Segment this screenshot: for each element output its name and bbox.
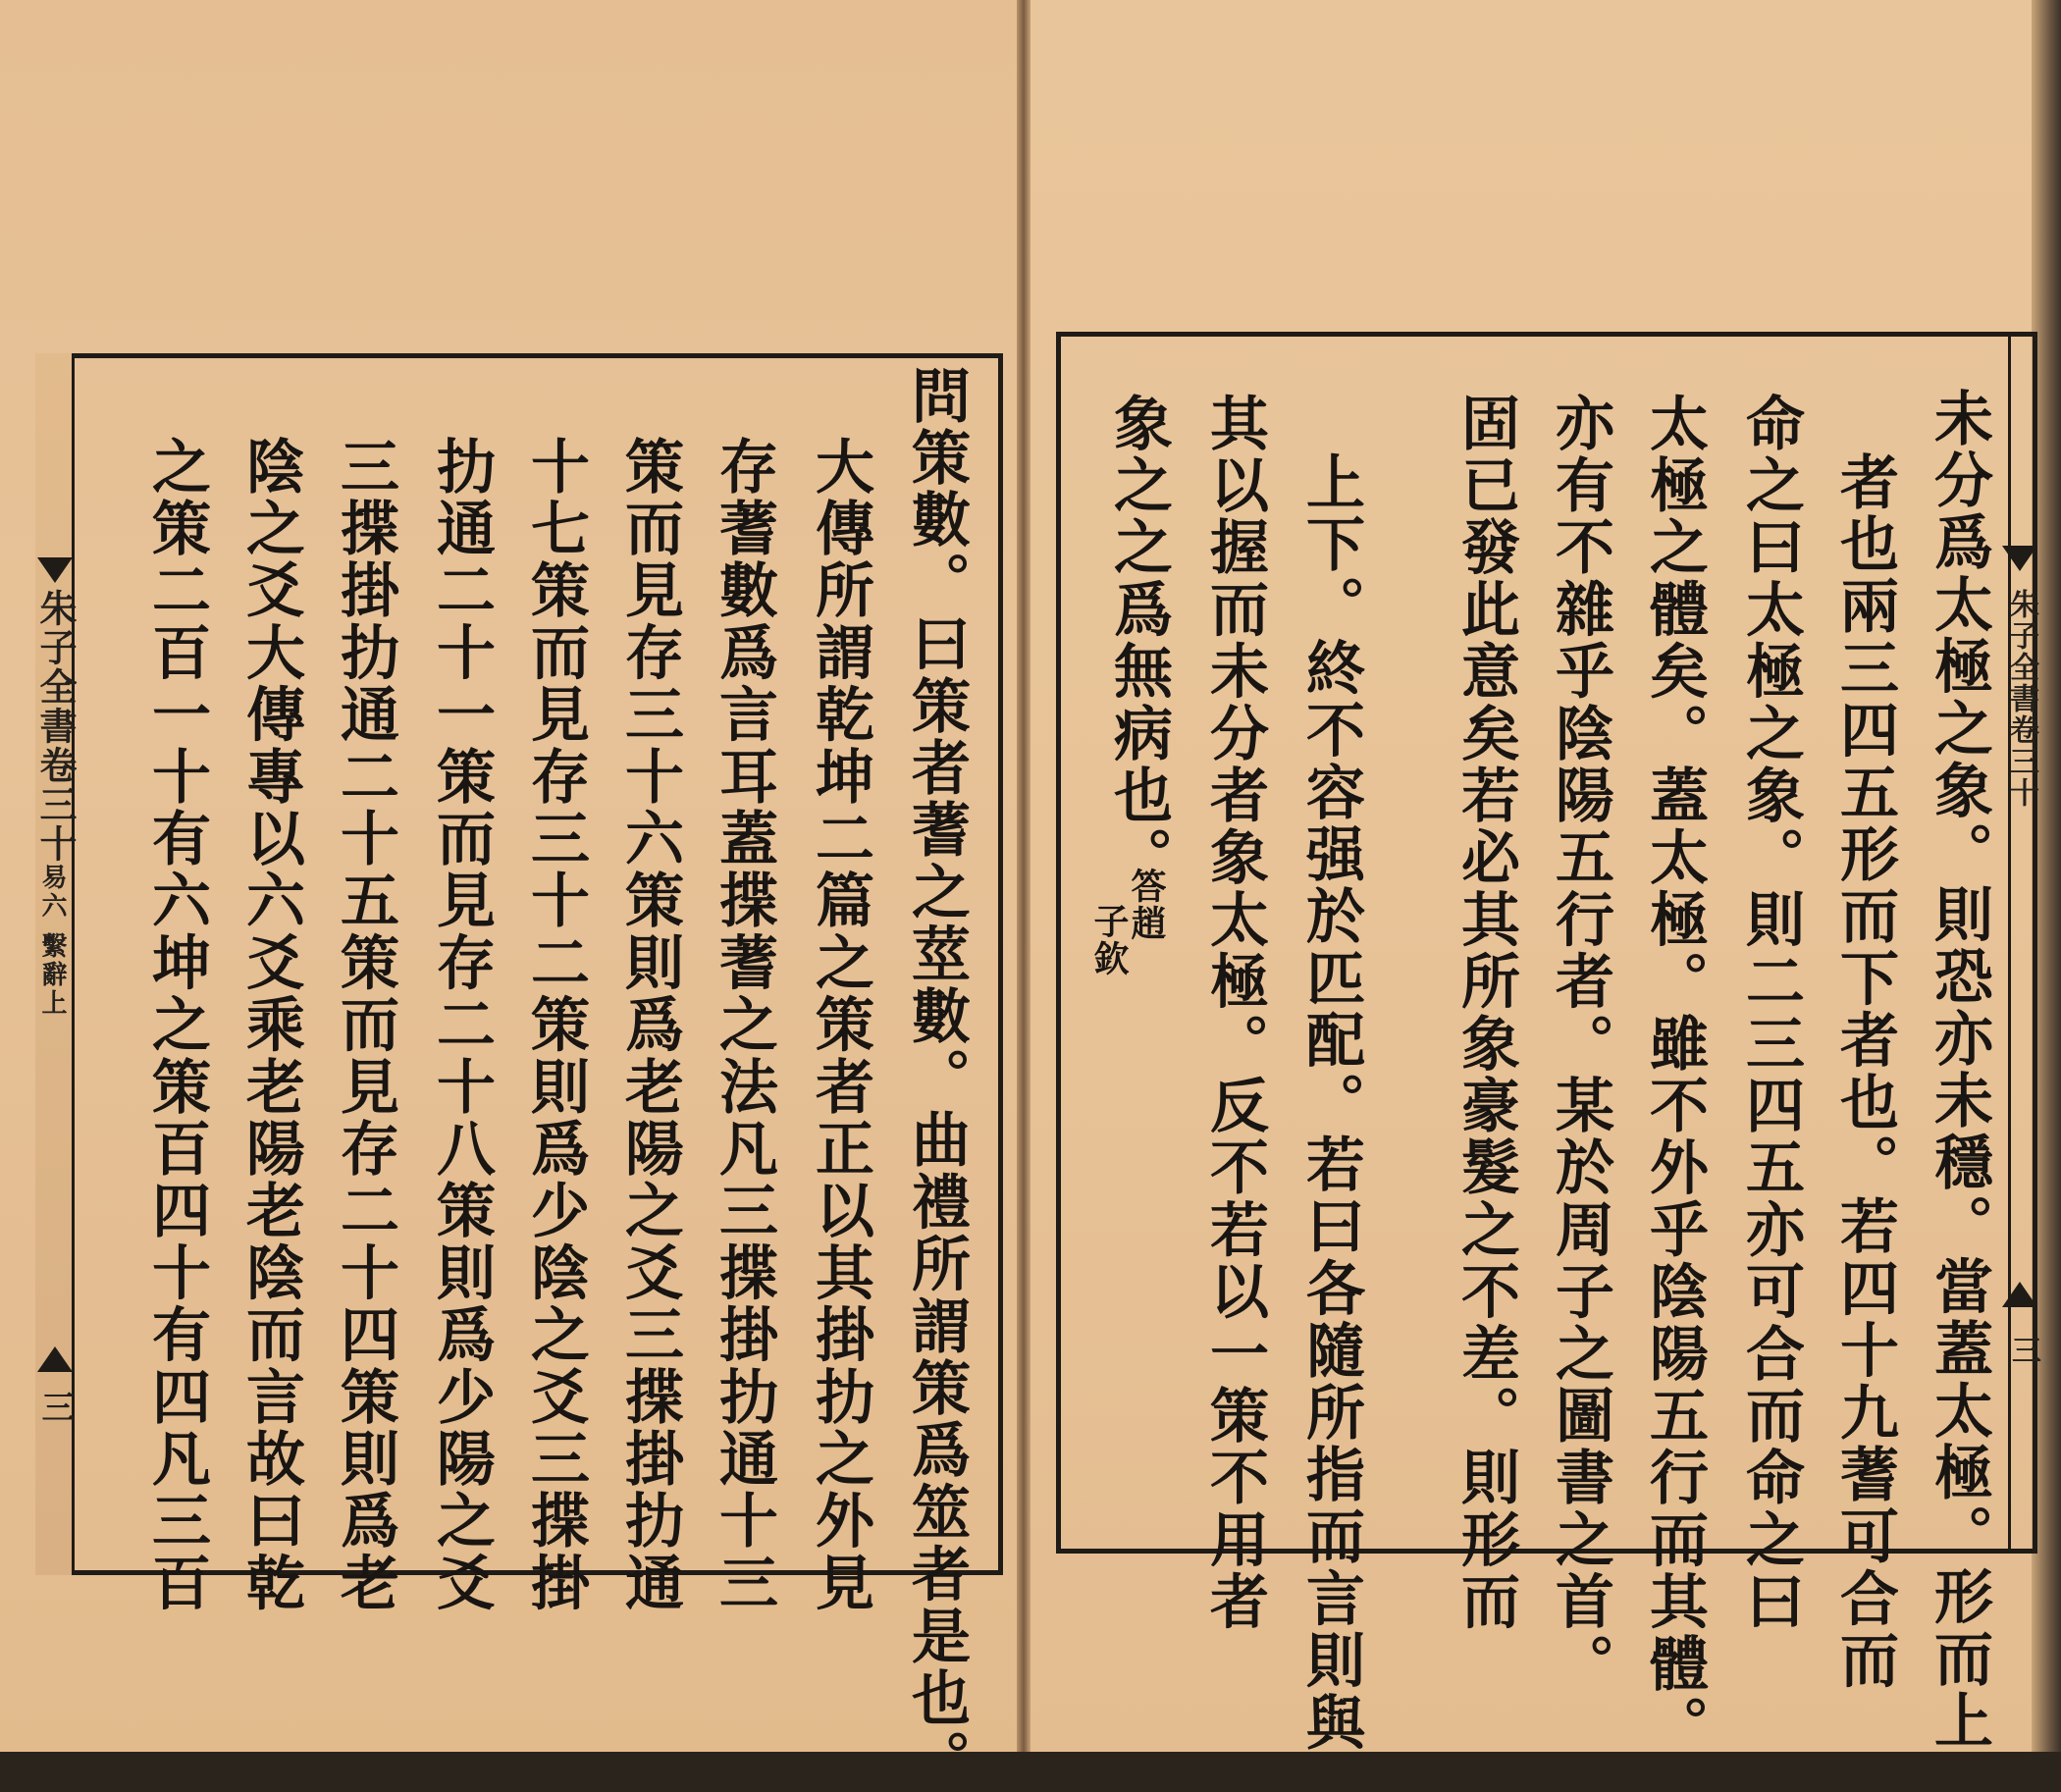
book-fold [1017,0,1030,1752]
left-margin-section: 易六 繫辭上 [37,864,67,1019]
text-column: 未分爲太極之象。則恐亦未穩。當蓋太極。形而上 [1925,388,1993,1753]
right-margin-title: 朱子全書卷三十 [2004,589,2038,809]
right-fishtail-top-icon [2002,546,2037,571]
text-column: 十七策而見存三十二策則爲少陰之爻三揲掛 [521,436,590,1614]
text-column: 固已發此意矣若必其所象豪髮之不差。則形而 [1452,393,1520,1633]
text-column: 者也兩三四五形而下者也。若四十九蓍可合而 [1830,451,1899,1692]
text-column: 命之曰太極之象。則二三四五亦可合而命之曰 [1736,393,1805,1633]
text-column: 策而見存三十六策則爲老陽之爻三揲掛扐通 [615,436,684,1614]
left-fishtail-bottom-icon [37,1346,73,1372]
text-column: 亦有不雜乎陰陽五行者。某於周子之圖書之首。 [1546,393,1614,1696]
right-fishtail-bottom-icon [2002,1282,2037,1307]
text-column: 太極之體矣。蓋太極。雖不外乎陰陽五行而其體。 [1640,393,1709,1758]
left-margin-title: 朱子全書卷三十 [33,589,78,864]
text-column: 大傳所謂乾坤二篇之策者正以其掛扐之外見 [806,436,874,1614]
text-column: 其以握而未分者象太極。反不若以一策不用者 [1200,393,1269,1633]
text-column: 存蓍數爲言耳蓋揲蓍之法凡三揲掛扐通十三 [710,436,778,1614]
text-column: 三揲掛扐通二十五策而見存二十四策則爲老 [331,436,399,1614]
text-column: 之策二百一十有六坤之策百四十有四凡三百 [142,436,211,1614]
interlinear-note: 答趙 [1126,868,1167,942]
text-column: 象之之爲無病也。 [1104,393,1173,889]
text-column: 上下。終不容强於匹配。若曰各隨所指而言則與 [1296,451,1365,1755]
right-margin-strip [2004,332,2038,1554]
left-fishtail-top-icon [37,557,73,583]
interlinear-note: 子欽 [1088,903,1130,977]
left-margin-page-number: 三 [35,1390,75,1423]
right-margin-page-number: 三 [2006,1335,2040,1364]
text-column: 問策數。曰策者蓍之莖數。曲禮所謂策爲筮者是也。 [902,365,971,1792]
text-column: 陰之爻大傳專以六爻乘老陽老陰而言故曰乾 [237,436,305,1614]
text-column: 扐通二十一策而見存二十八策則爲少陽之爻 [427,436,496,1614]
